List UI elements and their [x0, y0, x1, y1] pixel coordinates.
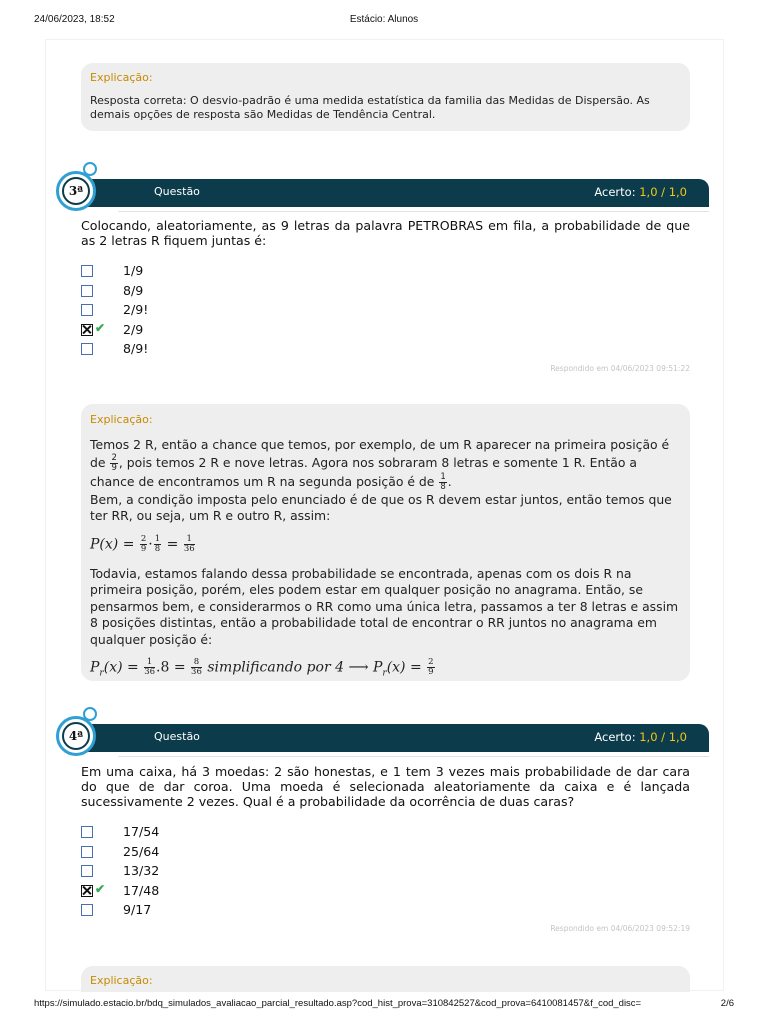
- explanation-label: Explicação:: [90, 71, 153, 84]
- checkbox-icon[interactable]: [81, 343, 93, 355]
- checkbox-icon[interactable]: [81, 265, 93, 277]
- question-number: 4ª: [62, 722, 90, 750]
- answered-timestamp: Respondido em 04/06/2023 09:52:19: [550, 924, 690, 933]
- explanation-label: Explicação:: [90, 974, 153, 987]
- score-label: Acerto:: [594, 185, 636, 199]
- question-text: Colocando, aleatoriamente, as 9 letras da palavra PETROBRAS em fila, a probabilidade de que as 2 letras R fiquem juntas é:: [81, 218, 690, 248]
- question-label: Questão: [154, 185, 200, 198]
- option[interactable]: [81, 904, 381, 924]
- print-footer: [34, 998, 734, 1012]
- question-label: Questão: [154, 730, 200, 743]
- fraction: $\frac{2}{9}$: [111, 452, 117, 473]
- explanation-paragraph: Bem, a condição imposta pelo enunciado é de que os R devem estar juntos, então temos que ter RR, ou seja, um R e outro R, assim:: [90, 491, 672, 523]
- score-value: 1,0 / 1,0: [639, 730, 687, 744]
- checkbox-icon[interactable]: [81, 865, 93, 877]
- question-header: [56, 724, 709, 752]
- explanation-box: [81, 404, 690, 681]
- answered-timestamp: Respondido em 04/06/2023 09:51:22: [550, 364, 690, 373]
- checkbox-icon[interactable]: [81, 285, 93, 297]
- score-label: Acerto:: [594, 730, 636, 744]
- question-number-badge: [56, 716, 96, 756]
- question-number-badge: [56, 171, 96, 211]
- explanation-paragraph: Temos 2 R, então a chance que temos, por exemplo, de um R aparecer na primeira posição é de: [90, 437, 670, 470]
- options-list: [81, 826, 381, 924]
- question-number: 3ª: [62, 177, 90, 205]
- explanation-box: [81, 63, 690, 131]
- option-label: 13/32: [123, 863, 160, 878]
- check-mark-icon: ✔: [95, 320, 106, 335]
- option-label: 17/54: [123, 824, 160, 839]
- checkbox-icon[interactable]: [81, 846, 93, 858]
- score: [594, 730, 687, 744]
- explanation-paragraph: pois temos 2 R e nove letras. Agora nos sobraram 8 letras e somente 1 R. Então a chance de encontramos um R na segunda posição é de: [90, 454, 637, 489]
- page-number: 2/6: [720, 998, 734, 1009]
- print-header: [34, 14, 734, 30]
- explanation-text: Resposta correta: O desvio-padrão é uma medida estatística da familia das Medidas de Dispersão. As demais opções de resposta são Medidas de Tendência Central.: [90, 94, 650, 121]
- checkbox-checked-icon[interactable]: [81, 324, 93, 336]
- option-label: 2/9!: [123, 302, 149, 317]
- explanation-label: Explicação:: [90, 413, 153, 426]
- score-value: 1,0 / 1,0: [639, 185, 687, 199]
- option-label: 9/17: [123, 902, 152, 917]
- checkbox-icon[interactable]: [81, 304, 93, 316]
- option-label: 1/9: [123, 263, 144, 278]
- option-label: 25/64: [123, 843, 160, 859]
- badge-dot-icon: [83, 162, 97, 176]
- option-label: 8/9: [123, 282, 144, 298]
- explanation-paragraph: Todavia, estamos falando dessa probabilidade se encontrada, apenas com os dois R na primeira posição, porém, eles podem estar em qualquer posição no anagrama. Então, se pensarmos bem, e considerarmos o RR como uma única letra, passamos a ter 8 letras e assim 8 posições distintas, então a probabilidade total de encontrar o RR juntos no anagrama em qualquer posição é:: [90, 565, 679, 647]
- explanation-text: Temos 2 R, então a chance que temos, por exemplo, de um R aparecer na primeira posição é de $\frac{2}{9}$ , pois temos 2 R e nove letras. Agora nos sobraram 8 letras e somente 1 R. Então a chance de encontramos um R na segunda posição é de $\frac{1}{8}$ . Bem, a condição imposta pelo enunciado é de que os R devem estar juntos, então temos que ter RR, ou seja, um R e outro R, assim: P(x) = $\frac{2}{9}$ · $\frac{1}{8}$ = $\frac{1}{36}$ Todavia, estamos falando dessa probabilidade se encontrada, apenas com os dois R na primeira posição, porém, eles podem estar em qualquer posição no anagrama. Então, se pensarmos bem, e considerarmos o RR como uma única letra, passamos a ter 8 letras e assim 8 posições distintas, então a probabilidade total de encontrar o RR juntos no anagrama em qualquer posição é: $P_r(x)$ = $\frac{1}{36}$ .8 = $\frac{8}{36}$ simplificando por 4 ⟶ $P_r(x)$ = $\frac{2}{9}$: [90, 437, 681, 682]
- explanation-box: [81, 966, 690, 992]
- print-datetime: 24/06/2023, 18:52: [34, 14, 115, 25]
- option-label: 2/9: [123, 321, 144, 337]
- checkbox-checked-icon[interactable]: [81, 885, 93, 897]
- option-label: 8/9!: [123, 341, 149, 356]
- checkbox-icon[interactable]: [81, 826, 93, 838]
- equation: P(x) = $\frac{2}{9}$ · $\frac{1}{8}$ = $\frac{1}{36}$: [90, 533, 195, 554]
- badge-dot-icon: [83, 707, 97, 721]
- option-label: 17/48: [123, 882, 160, 898]
- option[interactable]: [81, 343, 381, 363]
- equation: $P_r(x)$ = $\frac{1}{36}$ .8 = $\frac{8}{36}$ simplificando por 4 ⟶ $P_r(x)$ = $\frac{2}{9}$: [90, 657, 434, 679]
- question-text: Em uma caixa, há 3 moedas: 2 são honestas, e 1 tem 3 vezes mais probabilidade de dar cara do que de dar coroa. Uma moeda é selecionada aleatoriamente da caixa e é lançada sucessivamente 2 vezes. Qual é a probabilidade da ocorrência de duas caras?: [81, 764, 690, 809]
- print-title: Estácio: Alunos: [349, 14, 419, 25]
- checkbox-icon[interactable]: [81, 904, 93, 916]
- options-list: [81, 265, 381, 363]
- question-header: [56, 179, 709, 207]
- score: [594, 185, 687, 199]
- check-mark-icon: ✔: [95, 881, 106, 896]
- print-url: https://simulado.estacio.br/bdq_simulados_avaliacao_parcial_resultado.asp?cod_hist_prova=310842527&cod_prova=6410081457&f_cod_disc=: [34, 998, 642, 1009]
- fraction: $\frac{1}{8}$: [440, 471, 446, 492]
